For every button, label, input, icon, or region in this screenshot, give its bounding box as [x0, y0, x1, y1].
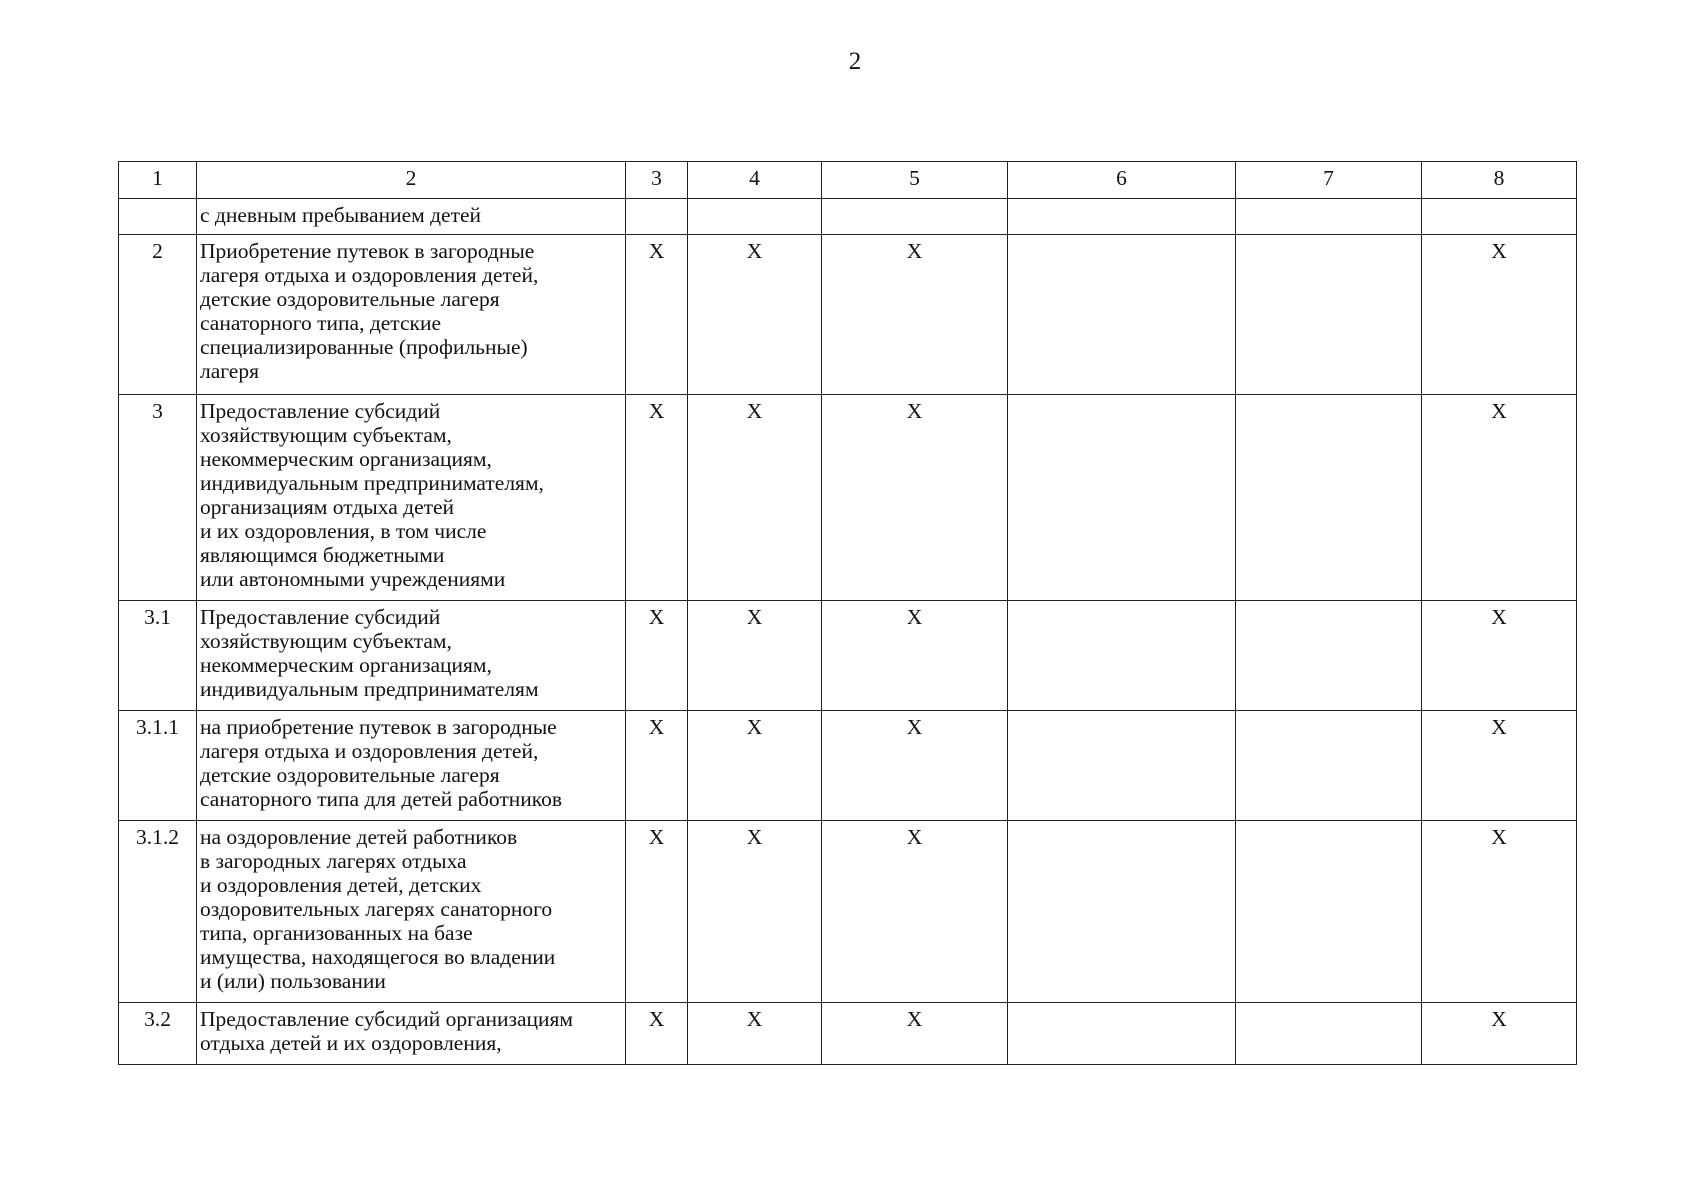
col6-mark	[1008, 601, 1236, 711]
row-number: 3.1.1	[119, 711, 197, 821]
col7-mark	[1236, 199, 1422, 235]
col5-mark: X	[822, 711, 1008, 821]
col3-mark: X	[626, 235, 688, 395]
header-cell: 5	[822, 162, 1008, 199]
col7-mark	[1236, 1003, 1422, 1065]
col5-mark: X	[822, 821, 1008, 1003]
col8-mark: X	[1422, 711, 1577, 821]
col7-mark	[1236, 711, 1422, 821]
row-description: Предоставление субсидий хозяйствующим субъектам, некоммерческим организациям, индивидуальным предпринимателям	[197, 601, 626, 711]
col8-mark: X	[1422, 395, 1577, 601]
col5-mark: X	[822, 395, 1008, 601]
col8-mark: X	[1422, 821, 1577, 1003]
header-cell: 4	[688, 162, 822, 199]
col7-mark	[1236, 821, 1422, 1003]
row-number: 3.1	[119, 601, 197, 711]
row-description: Предоставление субсидий организациям отдыха детей и их оздоровления,	[197, 1003, 626, 1065]
header-cell: 2	[197, 162, 626, 199]
row-number	[119, 199, 197, 235]
row-number: 2	[119, 235, 197, 395]
col8-mark: X	[1422, 601, 1577, 711]
col3-mark: X	[626, 821, 688, 1003]
table-row	[119, 711, 1577, 821]
col4-mark: X	[688, 711, 822, 821]
table-row	[119, 235, 1577, 395]
col7-mark	[1236, 601, 1422, 711]
col6-mark	[1008, 235, 1236, 395]
table-row	[119, 601, 1577, 711]
row-number: 3.2	[119, 1003, 197, 1065]
col7-mark	[1236, 235, 1422, 395]
header-cell: 7	[1236, 162, 1422, 199]
col5-mark	[822, 199, 1008, 235]
col6-mark	[1008, 711, 1236, 821]
col6-mark	[1008, 199, 1236, 235]
header-cell: 6	[1008, 162, 1236, 199]
col8-mark: X	[1422, 235, 1577, 395]
table-row	[119, 199, 1577, 235]
col4-mark	[688, 199, 822, 235]
col3-mark: X	[626, 711, 688, 821]
row-description: на приобретение путевок в загородные лагеря отдыха и оздоровления детей, детские оздоровительные лагеря санаторного типа для детей работников	[197, 711, 626, 821]
row-description: Предоставление субсидий хозяйствующим субъектам, некоммерческим организациям, индивидуальным предпринимателям, организациям отдыха детей и их оздоровления, в том числе являющимся бюджетными или автономными учреждениями	[197, 395, 626, 601]
col4-mark: X	[688, 235, 822, 395]
row-description: на оздоровление детей работников в загородных лагерях отдыха и оздоровления детей, детских оздоровительных лагерях санаторного типа, организованных на базе имущества, находящегося во владении и (или) пользовании	[197, 821, 626, 1003]
col4-mark: X	[688, 395, 822, 601]
col3-mark: X	[626, 1003, 688, 1065]
col3-mark	[626, 199, 688, 235]
table-row	[119, 395, 1577, 601]
table-row	[119, 821, 1577, 1003]
row-number: 3.1.2	[119, 821, 197, 1003]
document-table	[118, 161, 1577, 1065]
col4-mark: X	[688, 601, 822, 711]
header-cell: 8	[1422, 162, 1577, 199]
col4-mark: X	[688, 1003, 822, 1065]
col7-mark	[1236, 395, 1422, 601]
col4-mark: X	[688, 821, 822, 1003]
header-cell: 3	[626, 162, 688, 199]
col5-mark: X	[822, 235, 1008, 395]
table-header-row	[119, 162, 1577, 199]
col5-mark: X	[822, 601, 1008, 711]
col6-mark	[1008, 395, 1236, 601]
row-description: с дневным пребыванием детей	[197, 199, 626, 235]
col3-mark: X	[626, 601, 688, 711]
table-row	[119, 1003, 1577, 1065]
page-number: 2	[848, 48, 862, 75]
row-description: Приобретение путевок в загородные лагеря отдыха и оздоровления детей, детские оздоровительные лагеря санаторного типа, детские специализированные (профильные) лагеря	[197, 235, 626, 395]
col8-mark	[1422, 199, 1577, 235]
header-cell: 1	[119, 162, 197, 199]
row-number: 3	[119, 395, 197, 601]
col3-mark: X	[626, 395, 688, 601]
col5-mark: X	[822, 1003, 1008, 1065]
col6-mark	[1008, 821, 1236, 1003]
col8-mark: X	[1422, 1003, 1577, 1065]
col6-mark	[1008, 1003, 1236, 1065]
